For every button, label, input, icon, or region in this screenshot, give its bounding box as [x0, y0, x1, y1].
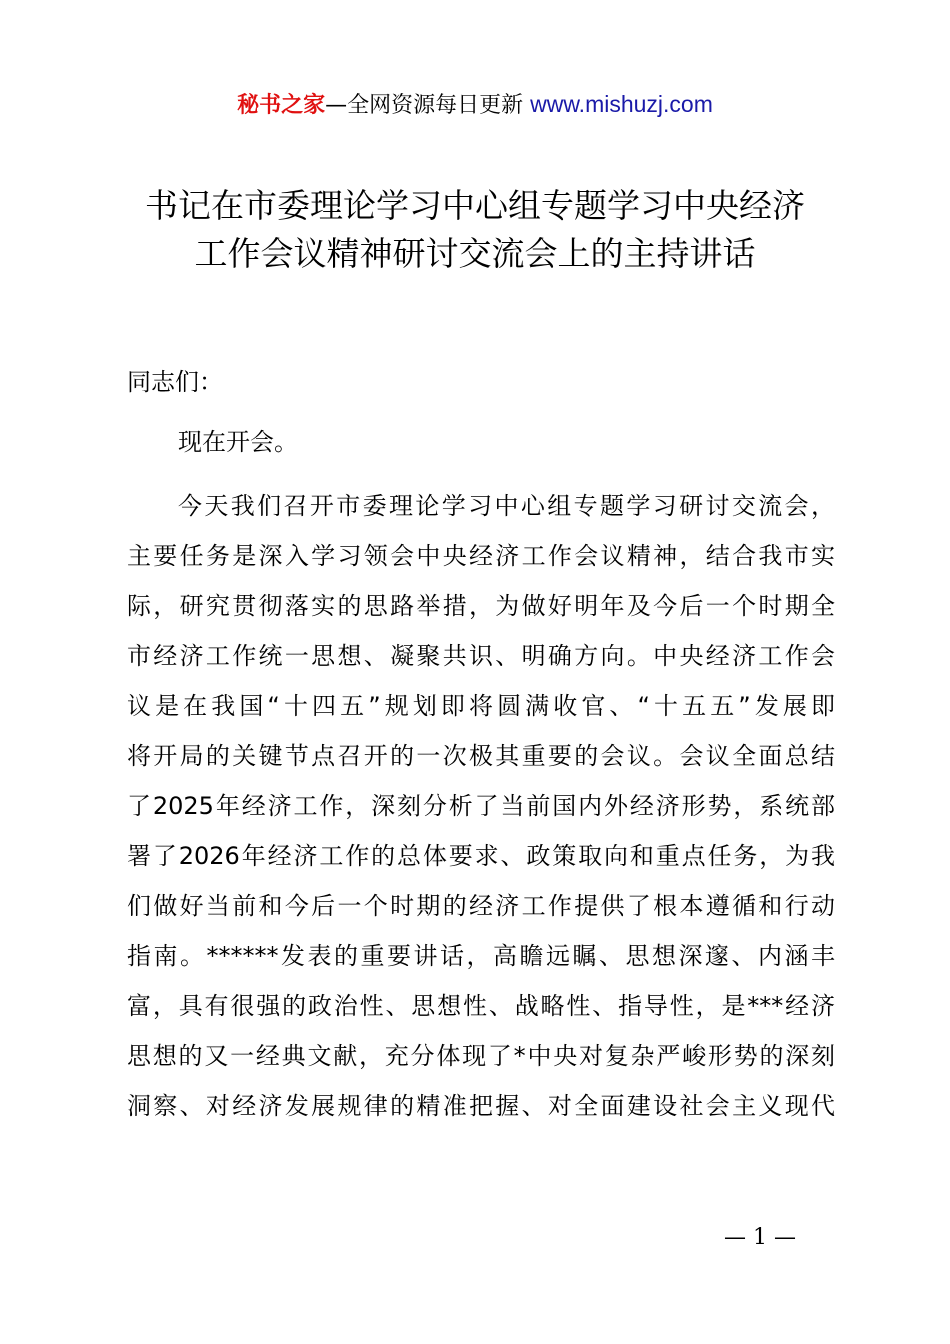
brand-name: 秘书之家	[237, 93, 326, 118]
body-line: 议是在我国“十四五”规划即将圆满收官、“十五五”发展即	[127, 692, 835, 720]
site-header	[0, 88, 950, 122]
body-line: 主要任务是深入学习领会中央经济工作会议精神，结合我市实	[127, 542, 835, 570]
body-line: 了2025年经济工作，深刻分析了当前国内外经济形势，系统部	[127, 792, 835, 820]
body-line: 富，具有很强的政治性、思想性、战略性、指导性，是***经济	[127, 992, 835, 1020]
page-number: — 1 —	[724, 1225, 796, 1250]
site-url-link[interactable]: www.mishuzj.com	[530, 91, 713, 117]
body-line: 们做好当前和今后一个时期的经济工作提供了根本遵循和行动	[127, 892, 835, 920]
body-line: 市经济工作统一思想、凝聚共识、明确方向。中央经济工作会	[127, 642, 835, 670]
body-line: 将开局的关键节点召开的一次极其重要的会议。会议全面总结	[127, 742, 835, 770]
opening-paragraph: 现在开会。	[178, 428, 298, 456]
body-line: 今天我们召开市委理论学习中心组专题学习研讨交流会，	[178, 492, 835, 520]
body-line: 际，研究贯彻落实的思路举措，为做好明年及今后一个时期全	[127, 592, 835, 620]
title-line-1: 书记在市委理论学习中心组专题学习中央经济	[145, 186, 805, 225]
title-line-2: 工作会议精神研讨交流会上的主持讲话	[194, 234, 756, 273]
document-title	[100, 182, 850, 278]
body-line: 指南。******发表的重要讲话，高瞻远瞩、思想深邃、内涵丰	[127, 942, 835, 970]
body-line: 洞察、对经济发展规律的精准把握、对全面建设社会主义现代	[127, 1092, 835, 1120]
header-slogan: —全网资源每日更新	[325, 93, 531, 118]
greeting: 同志们：	[127, 368, 223, 396]
body-line: 思想的又一经典文献，充分体现了*中央对复杂严峻形势的深刻	[127, 1042, 835, 1070]
body-line: 署了2026年经济工作的总体要求、政策取向和重点任务，为我	[127, 842, 835, 870]
body-paragraph	[127, 486, 835, 1136]
